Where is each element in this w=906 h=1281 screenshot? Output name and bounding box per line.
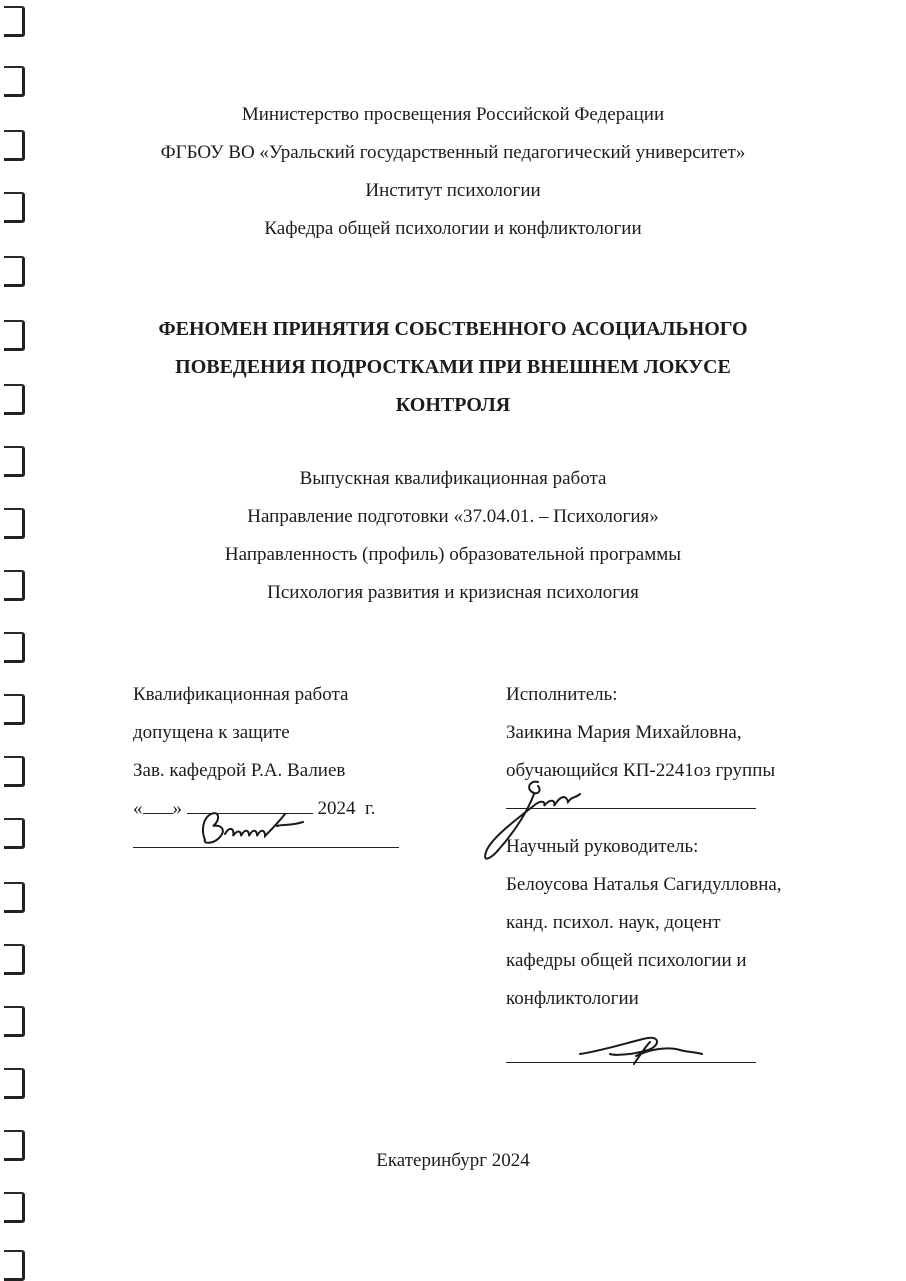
binding-ring — [4, 1068, 25, 1099]
admission-line: допущена к защите — [133, 722, 290, 743]
supervisor-degree: канд. психол. наук, доцент — [506, 912, 721, 933]
supervisor-signature — [576, 1028, 706, 1078]
institute-name: Институт психологии — [365, 180, 541, 201]
binding-ring — [4, 66, 25, 97]
work-info — [0, 460, 906, 612]
admission-year: 2024 — [317, 798, 356, 819]
title-line: ФЕНОМЕН ПРИНЯТИЯ СОБСТВЕННОГО АСОЦИАЛЬНОГО — [158, 318, 748, 340]
signatures-block — [506, 676, 866, 1018]
supervisor-department: кафедры общей психологии и — [506, 950, 747, 971]
department-name: Кафедра общей психологии и конфликтологии — [264, 218, 642, 239]
admission-line: Квалификационная работа — [133, 684, 349, 705]
binding-ring — [4, 1250, 25, 1281]
study-direction: Направление подготовки «37.04.01. – Психология» — [247, 506, 659, 527]
binding-ring — [4, 256, 25, 287]
title-line: ПОВЕДЕНИЯ ПОДРОСТКАМИ ПРИ ВНЕШНЕМ ЛОКУСЕ — [175, 356, 731, 378]
executor-signature — [476, 774, 616, 874]
binding-ring — [4, 882, 25, 913]
day-blank — [143, 793, 173, 814]
institution-header — [0, 96, 906, 248]
university-name: ФГБОУ ВО «Уральский государственный педагогический университет» — [160, 142, 746, 163]
supervisor-department: конфликтологии — [506, 988, 639, 1009]
head-signature — [191, 800, 311, 856]
binding-ring — [4, 756, 25, 787]
thesis-title — [0, 310, 906, 424]
ministry-name: Министерство просвещения Российской Федерации — [241, 104, 665, 125]
year-suffix: г. — [365, 798, 376, 819]
quote-open: « — [133, 798, 143, 819]
binding-ring — [4, 6, 25, 37]
admission-block — [133, 676, 413, 828]
binding-ring — [4, 1192, 25, 1223]
city-year-text: Екатеринбург 2024 — [376, 1150, 530, 1171]
profile-label: Направленность (профиль) образовательной программы — [224, 544, 682, 565]
binding-ring — [4, 1006, 25, 1037]
head-of-department: Зав. кафедрой Р.А. Валиев — [133, 760, 346, 781]
executor-label: Исполнитель: — [506, 684, 618, 705]
title-line: КОНТРОЛЯ — [395, 394, 511, 416]
binding-ring — [4, 818, 25, 849]
executor-name: Заикина Мария Михайловна, — [506, 722, 742, 743]
work-type: Выпускная квалификационная работа — [299, 468, 607, 489]
supervisor-label: Научный руководитель: — [506, 836, 699, 857]
executor-group: обучающийся КП-2241оз группы — [506, 760, 776, 781]
city-year — [0, 1142, 906, 1180]
supervisor-name: Белоусова Наталья Сагидулловна, — [506, 874, 782, 895]
binding-ring — [4, 694, 25, 725]
quote-close: » — [172, 798, 182, 819]
binding-ring — [4, 632, 25, 663]
profile-name: Психология развития и кризисная психология — [267, 582, 639, 603]
binding-ring — [4, 944, 25, 975]
